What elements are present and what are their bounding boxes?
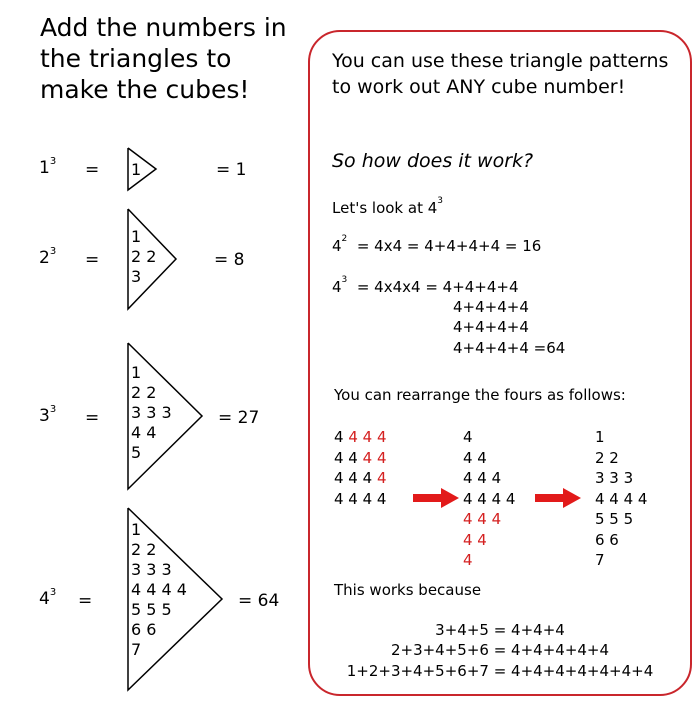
panel-intro: You can use these triangle patterns to work out ANY cube number! (332, 50, 669, 98)
row4-result: = 64 (238, 591, 280, 611)
cube-line: $4^3 = 4x4x4 = 4+4+4+4$ (332, 275, 519, 296)
triangle-2-content (131, 227, 156, 287)
arrow-right-icon (535, 487, 581, 509)
triangle-3-line: 3 3 3 (131, 403, 172, 422)
grid-row: 4 4 4 4 (334, 469, 387, 487)
final-row: 6 6 (595, 530, 619, 549)
row2-result: = 8 (214, 250, 245, 270)
triangle-3-line: 2 2 (131, 383, 157, 402)
triangle-4-line: 1 (131, 520, 142, 539)
final-row: 5 5 5 (595, 510, 634, 528)
rearrange-text: You can rearrange the fours as follows: (334, 386, 626, 404)
final-column (595, 427, 647, 571)
final-row: 2 2 (595, 448, 619, 467)
middle-row: 4 4 4 (463, 510, 502, 528)
equation-line: 2+3+4+5+6 = 4+4+4+4+4 (390, 641, 610, 659)
page-title: Add the numbers in the triangles to make the cubes! (40, 13, 287, 104)
triangle-2-line: 3 (131, 267, 142, 286)
cube-continuation: 4+4+4+4 (453, 318, 529, 336)
triangle-4-line: 3 3 3 (131, 560, 172, 579)
row4-base: $4^3$ (39, 587, 57, 609)
because-text: This works because (334, 581, 482, 599)
triangle-2-line: 1 (131, 227, 142, 246)
final-row: 1 (595, 428, 605, 446)
middle-row: 4 4 4 4 (463, 489, 516, 508)
cube-continuation: 4+4+4+4 =64 (453, 339, 566, 357)
triangle-4-line: 6 6 (131, 620, 157, 639)
row3-base: $3^3$ (39, 404, 57, 426)
final-row: 7 (595, 551, 605, 569)
equation-line: 3+4+5 = 4+4+4 (435, 621, 565, 639)
triangle-4-line: 7 (131, 640, 142, 659)
row3-equals: = (85, 408, 100, 428)
triangle-3-content (131, 363, 172, 463)
middle-column (463, 427, 515, 571)
row1-result: = 1 (216, 160, 247, 180)
cube-continuation: 4+4+4+4 (453, 298, 529, 316)
grid-row: 4 4 4 4 (334, 428, 387, 446)
row2-equals: = (85, 250, 100, 270)
row2-base: $2^3$ (39, 246, 57, 268)
middle-row: 4 (463, 428, 473, 446)
triangle-3-line: 5 (131, 443, 142, 462)
triangle-4-line: 5 5 5 (131, 600, 172, 619)
triangle-4-line: 4 4 4 4 (131, 580, 187, 599)
panel-question: So how does it work? (332, 150, 534, 172)
triangle-4-content (131, 520, 187, 660)
square-line: $4^2 = 4x4 = 4+4+4+4 = 16$ (332, 234, 542, 255)
row1-equals: = (85, 160, 100, 180)
grid-column (334, 427, 387, 509)
middle-row: 4 (463, 551, 473, 569)
triangle-2-line: 2 2 (131, 247, 157, 266)
row1-base: $1^3$ (39, 156, 57, 178)
triangle-4-line: 2 2 (131, 540, 157, 559)
middle-row: 4 4 4 (463, 469, 502, 487)
triangle-1-line: 1 (131, 160, 142, 179)
final-row: 3 3 3 (595, 469, 634, 487)
middle-row: 4 4 (463, 530, 487, 549)
grid-row: 4 4 4 4 (334, 448, 387, 467)
final-row: 4 4 4 4 (595, 489, 648, 508)
look-at-line: Let's look at $4^3$ (332, 196, 444, 217)
equation-line: 1+2+3+4+5+6+7 = 4+4+4+4+4+4+4 (346, 662, 654, 680)
middle-row: 4 4 (463, 448, 487, 467)
triangle-3-line: 1 (131, 363, 142, 382)
grid-row: 4 4 4 4 (334, 489, 387, 508)
row4-equals: = (78, 591, 93, 611)
arrow-right-icon (413, 487, 459, 509)
row3-result: = 27 (218, 408, 260, 428)
triangle-3-line: 4 4 (131, 423, 157, 442)
